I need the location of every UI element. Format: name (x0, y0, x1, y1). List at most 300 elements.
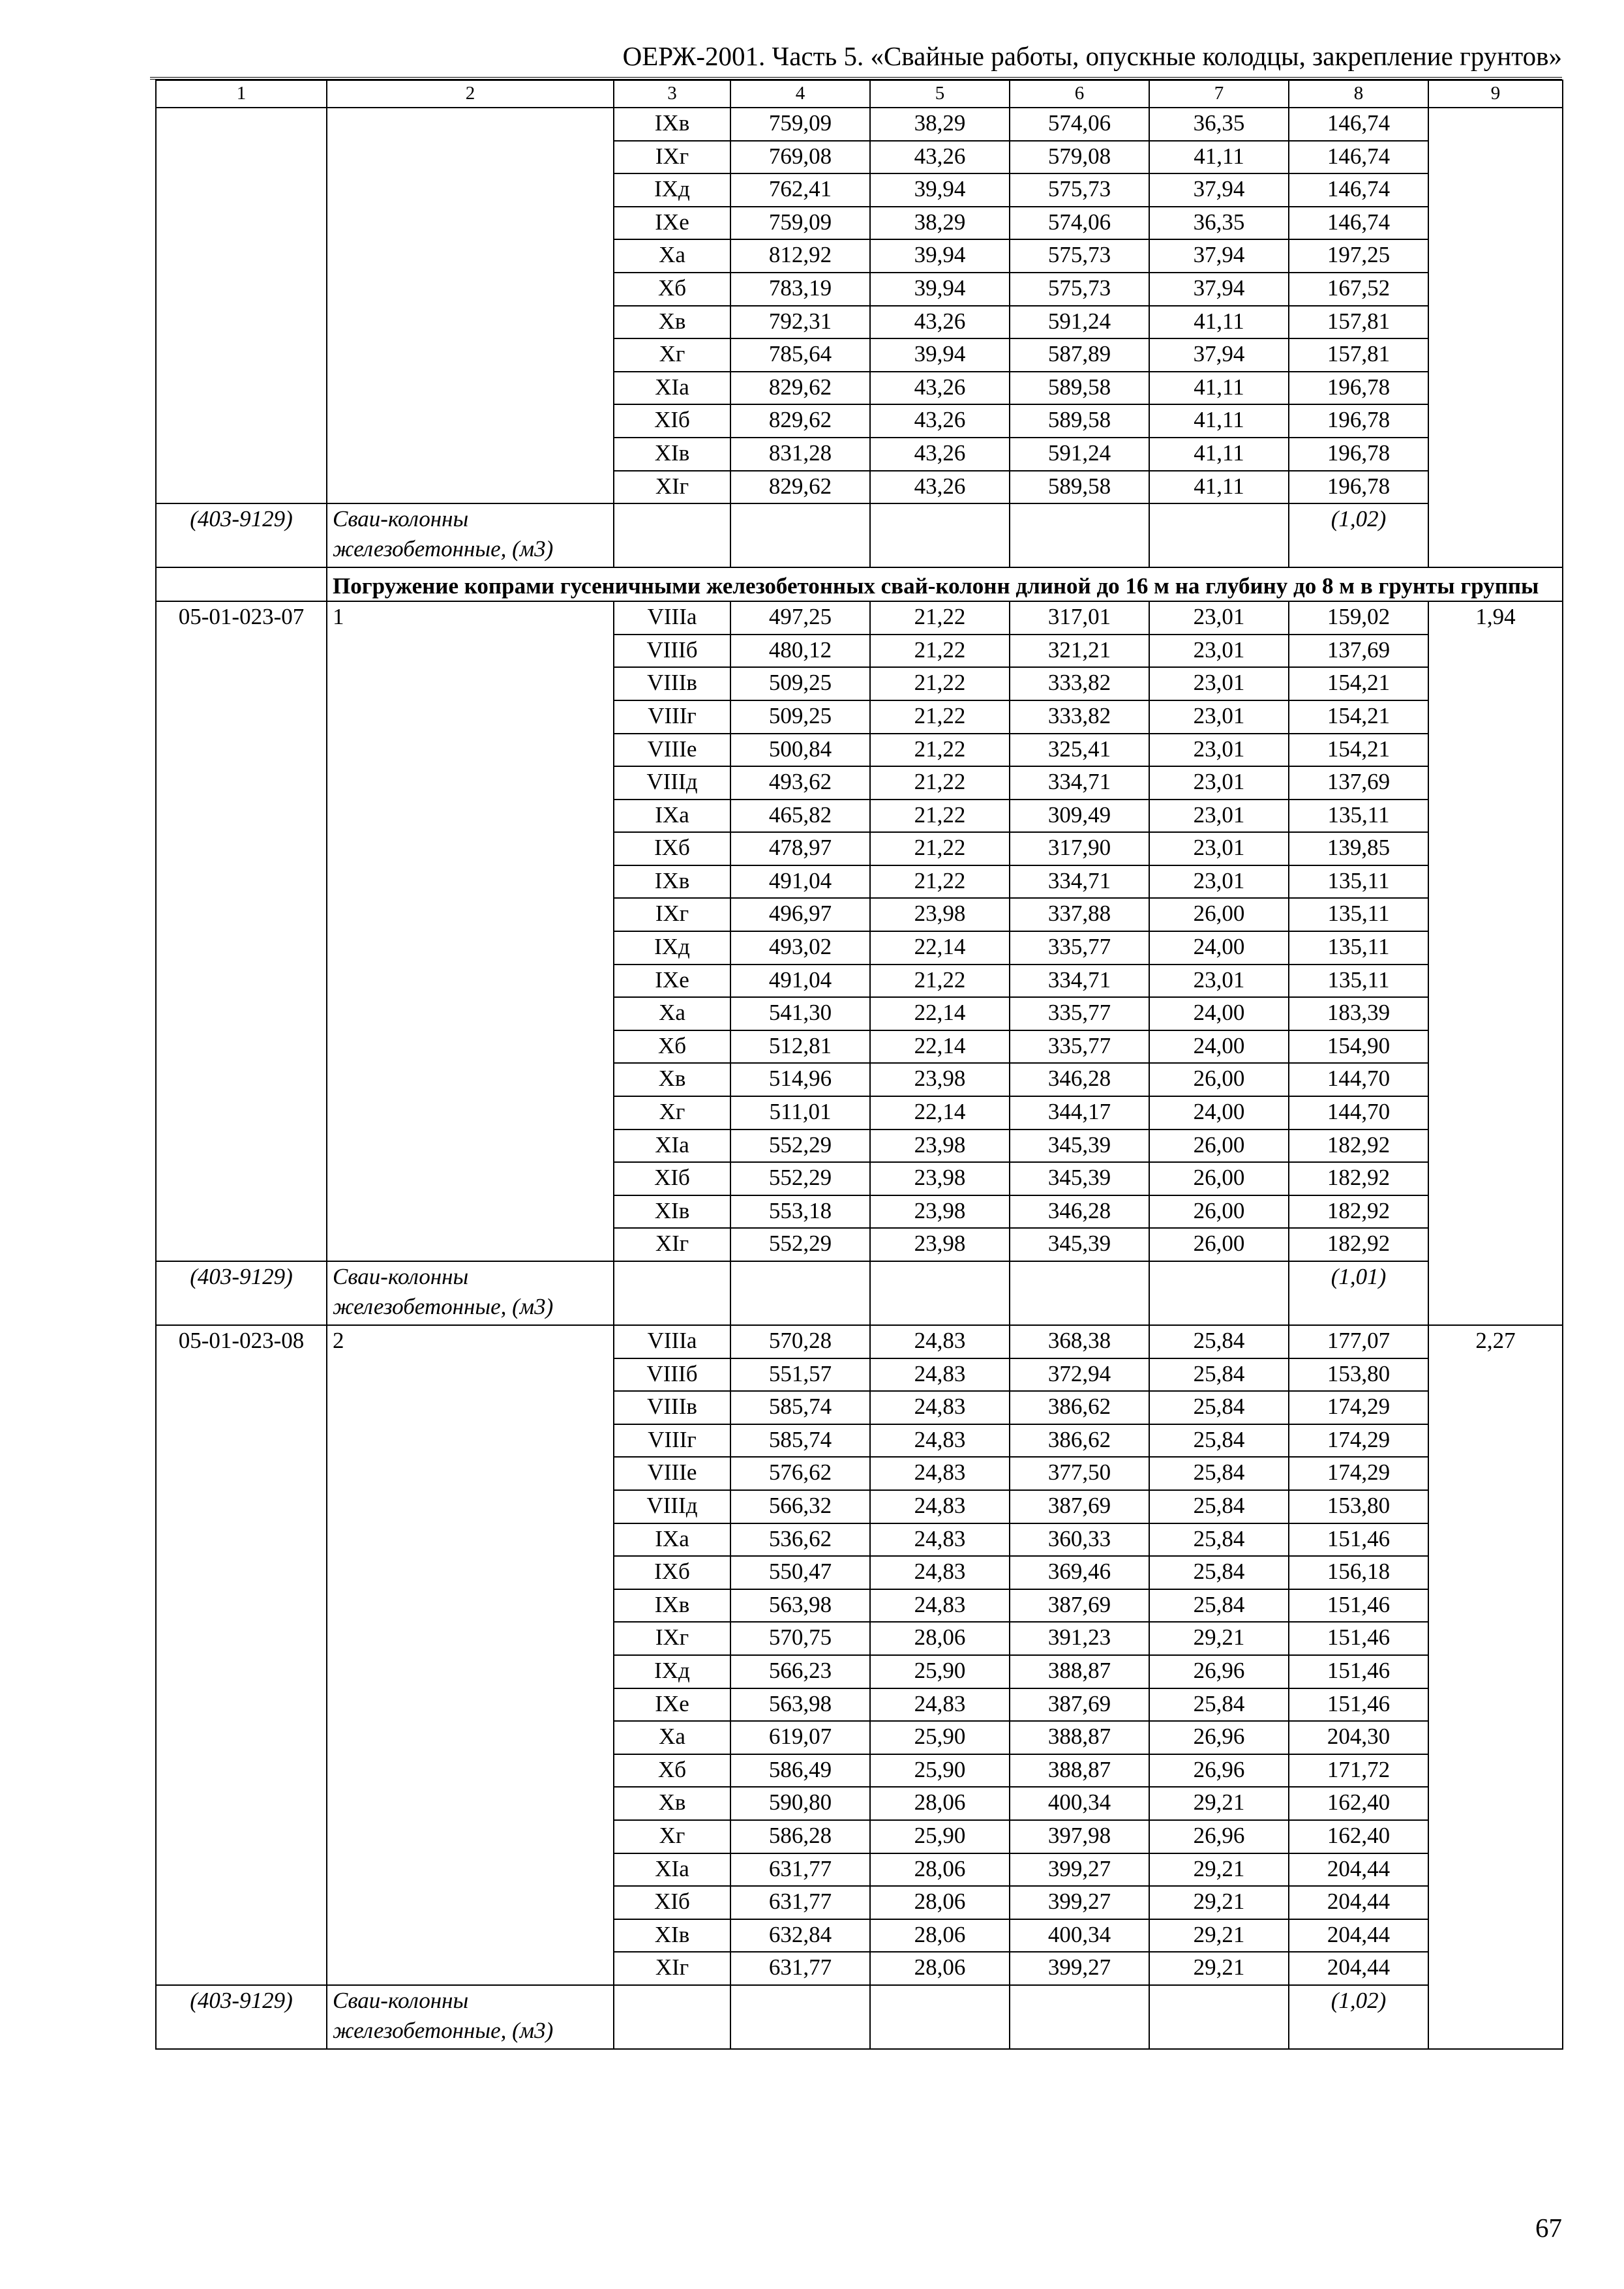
value-cell: 388,87 (1010, 1655, 1149, 1688)
value-cell: 29,21 (1149, 1952, 1289, 1985)
value-cell: 36,35 (1149, 207, 1289, 240)
value-cell: 360,33 (1010, 1523, 1149, 1557)
value-cell: 400,34 (1010, 1919, 1149, 1952)
value-cell: 41,11 (1149, 438, 1289, 471)
column-number-row (156, 80, 1563, 108)
value-cell: 552,29 (730, 1162, 870, 1195)
value-cell: 563,98 (730, 1589, 870, 1623)
resource-code: (403-9129) (156, 503, 327, 567)
value-cell: 631,77 (730, 1952, 870, 1985)
soil-category: Xб (614, 1754, 730, 1788)
value-cell: 24,83 (870, 1589, 1010, 1623)
value-cell: 25,84 (1149, 1688, 1289, 1722)
resource-row (156, 1985, 1563, 2049)
value-cell: 590,80 (730, 1787, 870, 1820)
value-cell: 137,69 (1289, 635, 1428, 668)
empty-cell (730, 1261, 870, 1325)
value-cell: 159,02 (1289, 601, 1428, 635)
value-cell: 345,39 (1010, 1130, 1149, 1163)
resource-quantity: (1,02) (1289, 503, 1428, 567)
empty-cell (1149, 1261, 1289, 1325)
soil-category: Xб (614, 273, 730, 306)
resource-row (156, 1261, 1563, 1325)
value-cell: 37,94 (1149, 173, 1289, 207)
value-cell: 23,01 (1149, 667, 1289, 700)
value-cell: 586,28 (730, 1820, 870, 1853)
value-cell: 388,87 (1010, 1721, 1149, 1754)
resource-name: Сваи-колонны железобетонные, (м3) (327, 503, 614, 567)
value-cell: 37,94 (1149, 338, 1289, 372)
value-cell: 391,23 (1010, 1622, 1149, 1655)
value-cell: 509,25 (730, 700, 870, 734)
value-cell: 182,92 (1289, 1130, 1428, 1163)
value-cell: 399,27 (1010, 1952, 1149, 1985)
value-cell: 552,29 (730, 1130, 870, 1163)
value-cell: 151,46 (1289, 1655, 1428, 1688)
value-cell: 500,84 (730, 734, 870, 767)
soil-category: VIIIб (614, 635, 730, 668)
value-cell: 39,94 (870, 173, 1010, 207)
value-cell: 769,08 (730, 141, 870, 174)
value-cell: 480,12 (730, 635, 870, 668)
value-cell: 41,11 (1149, 141, 1289, 174)
soil-category: IXв (614, 108, 730, 141)
soil-category: VIIIа (614, 1325, 730, 1358)
value-cell: 26,96 (1149, 1721, 1289, 1754)
table-row (156, 1325, 1563, 1358)
value-cell: 335,77 (1010, 997, 1149, 1030)
value-cell: 25,90 (870, 1655, 1010, 1688)
value-cell: 585,74 (730, 1391, 870, 1424)
value-cell: 25,84 (1149, 1556, 1289, 1589)
value-cell: 23,01 (1149, 832, 1289, 865)
value-cell: 23,01 (1149, 700, 1289, 734)
value-cell: 21,22 (870, 635, 1010, 668)
value-cell: 387,69 (1010, 1490, 1149, 1523)
value-cell: 783,19 (730, 273, 870, 306)
value-cell: 154,21 (1289, 734, 1428, 767)
value-cell: 632,84 (730, 1919, 870, 1952)
soil-category: VIIIе (614, 1457, 730, 1490)
value-cell: 574,06 (1010, 207, 1149, 240)
value-cell: 23,98 (870, 1063, 1010, 1096)
empty-cell (870, 1985, 1010, 2049)
value-cell: 325,41 (1010, 734, 1149, 767)
value-cell: 759,09 (730, 108, 870, 141)
value-cell: 39,94 (870, 273, 1010, 306)
value-cell: 587,89 (1010, 338, 1149, 372)
value-cell: 22,14 (870, 931, 1010, 965)
soil-category: Xв (614, 306, 730, 339)
soil-category: IXд (614, 1655, 730, 1688)
value-cell: 589,58 (1010, 471, 1149, 504)
soil-category: IXв (614, 1589, 730, 1623)
soil-category: Xв (614, 1787, 730, 1820)
value-cell: 37,94 (1149, 273, 1289, 306)
value-cell: 25,84 (1149, 1523, 1289, 1557)
value-cell: 24,83 (870, 1688, 1010, 1722)
value-cell: 146,74 (1289, 141, 1428, 174)
value-cell: 317,01 (1010, 601, 1149, 635)
value-cell: 137,69 (1289, 766, 1428, 800)
soil-category: XIа (614, 372, 730, 405)
value-cell: 24,83 (870, 1424, 1010, 1458)
value-cell: 28,06 (870, 1886, 1010, 1919)
value-cell: 174,29 (1289, 1424, 1428, 1458)
value-cell: 762,41 (730, 173, 870, 207)
soil-category: Xг (614, 1820, 730, 1853)
soil-category: IXд (614, 173, 730, 207)
value-cell: 24,83 (870, 1556, 1010, 1589)
value-cell: 23,01 (1149, 635, 1289, 668)
value-cell: 25,84 (1149, 1391, 1289, 1424)
value-cell: 182,92 (1289, 1162, 1428, 1195)
soil-category: XIв (614, 1195, 730, 1229)
value-cell: 22,14 (870, 997, 1010, 1030)
value-cell: 154,21 (1289, 700, 1428, 734)
value-cell: 25,84 (1149, 1358, 1289, 1392)
value-cell: 514,96 (730, 1063, 870, 1096)
column-number: 2 (327, 80, 614, 108)
soil-category: XIг (614, 1952, 730, 1985)
soil-category: Xа (614, 239, 730, 273)
value-cell: 575,73 (1010, 239, 1149, 273)
section-blank-cell (156, 567, 327, 601)
soil-category: Xа (614, 1721, 730, 1754)
value-cell: 43,26 (870, 471, 1010, 504)
rate-code: 05-01-023-08 (156, 1325, 327, 1985)
empty-cell (614, 503, 730, 567)
value-cell: 536,62 (730, 1523, 870, 1557)
value-cell: 21,22 (870, 800, 1010, 833)
value-cell: 509,25 (730, 667, 870, 700)
value-cell: 512,81 (730, 1030, 870, 1064)
value-cell: 335,77 (1010, 1030, 1149, 1064)
value-cell: 24,83 (870, 1391, 1010, 1424)
value-cell: 144,70 (1289, 1063, 1428, 1096)
value-cell: 21,22 (870, 734, 1010, 767)
value-cell: 309,49 (1010, 800, 1149, 833)
soil-category: VIIIв (614, 667, 730, 700)
value-cell: 26,00 (1149, 1063, 1289, 1096)
soil-category: XIв (614, 438, 730, 471)
running-header: ОЕРЖ-2001. Часть 5. «Свайные работы, опускные колодцы, закрепление грунтов» (150, 38, 1562, 80)
value-cell: 162,40 (1289, 1787, 1428, 1820)
value-cell: 551,57 (730, 1358, 870, 1392)
value-cell: 550,47 (730, 1556, 870, 1589)
value-cell: 204,44 (1289, 1853, 1428, 1887)
value-cell: 28,06 (870, 1919, 1010, 1952)
value-cell: 23,01 (1149, 766, 1289, 800)
value-cell: 21,22 (870, 865, 1010, 899)
value-cell: 25,84 (1149, 1490, 1289, 1523)
value-cell: 24,83 (870, 1358, 1010, 1392)
value-cell: 196,78 (1289, 438, 1428, 471)
value-cell: 144,70 (1289, 1096, 1428, 1130)
soil-category: IXг (614, 898, 730, 931)
value-cell: 24,00 (1149, 931, 1289, 965)
value-cell: 41,11 (1149, 471, 1289, 504)
soil-category: XIг (614, 1228, 730, 1261)
value-cell: 29,21 (1149, 1853, 1289, 1887)
value-cell: 135,11 (1289, 965, 1428, 998)
value-cell: 465,82 (730, 800, 870, 833)
value-cell: 177,07 (1289, 1325, 1428, 1358)
value-cell: 182,92 (1289, 1195, 1428, 1229)
value-cell: 28,06 (870, 1952, 1010, 1985)
value-cell: 586,49 (730, 1754, 870, 1788)
resource-quantity: (1,01) (1289, 1261, 1428, 1325)
value-cell: 151,46 (1289, 1688, 1428, 1722)
value-cell: 39,94 (870, 338, 1010, 372)
value-cell: 493,02 (730, 931, 870, 965)
soil-group (327, 108, 614, 503)
value-cell: 167,52 (1289, 273, 1428, 306)
value-cell: 386,62 (1010, 1391, 1149, 1424)
value-cell: 146,74 (1289, 173, 1428, 207)
value-cell: 197,25 (1289, 239, 1428, 273)
value-cell: 174,29 (1289, 1457, 1428, 1490)
value-cell: 23,01 (1149, 601, 1289, 635)
value-cell: 344,17 (1010, 1096, 1149, 1130)
value-cell: 372,94 (1010, 1358, 1149, 1392)
value-cell: 566,23 (730, 1655, 870, 1688)
coefficient-cell: 2,27 (1428, 1325, 1563, 2049)
value-cell: 174,29 (1289, 1391, 1428, 1424)
value-cell: 792,31 (730, 306, 870, 339)
value-cell: 43,26 (870, 372, 1010, 405)
resource-code: (403-9129) (156, 1985, 327, 2049)
value-cell: 28,06 (870, 1787, 1010, 1820)
soil-category: VIIIг (614, 700, 730, 734)
value-cell: 196,78 (1289, 471, 1428, 504)
value-cell: 135,11 (1289, 800, 1428, 833)
value-cell: 23,98 (870, 1162, 1010, 1195)
soil-category: IXд (614, 931, 730, 965)
value-cell: 29,21 (1149, 1622, 1289, 1655)
value-cell: 369,46 (1010, 1556, 1149, 1589)
value-cell: 135,11 (1289, 898, 1428, 931)
soil-group: 1 (327, 601, 614, 1261)
value-cell: 346,28 (1010, 1195, 1149, 1229)
value-cell: 196,78 (1289, 404, 1428, 438)
value-cell: 829,62 (730, 404, 870, 438)
soil-category: XIг (614, 471, 730, 504)
soil-category: VIIIг (614, 1424, 730, 1458)
value-cell: 21,22 (870, 700, 1010, 734)
empty-cell (1149, 1985, 1289, 2049)
value-cell: 21,22 (870, 965, 1010, 998)
soil-category: VIIIд (614, 766, 730, 800)
value-cell: 204,30 (1289, 1721, 1428, 1754)
rates-table (155, 80, 1563, 2050)
value-cell: 585,74 (730, 1424, 870, 1458)
value-cell: 335,77 (1010, 931, 1149, 965)
value-cell: 26,00 (1149, 1228, 1289, 1261)
resource-name: Сваи-колонны железобетонные, (м3) (327, 1261, 614, 1325)
value-cell: 171,72 (1289, 1754, 1428, 1788)
value-cell: 162,40 (1289, 1820, 1428, 1853)
empty-cell (870, 1261, 1010, 1325)
value-cell: 43,26 (870, 438, 1010, 471)
value-cell: 24,83 (870, 1325, 1010, 1358)
soil-category: IXе (614, 1688, 730, 1722)
value-cell: 785,64 (730, 338, 870, 372)
soil-category: IXб (614, 1556, 730, 1589)
soil-category: XIа (614, 1853, 730, 1887)
soil-category: Xг (614, 1096, 730, 1130)
value-cell: 563,98 (730, 1688, 870, 1722)
empty-cell (730, 503, 870, 567)
value-cell: 541,30 (730, 997, 870, 1030)
value-cell: 22,14 (870, 1030, 1010, 1064)
soil-category: VIIIб (614, 1358, 730, 1392)
value-cell: 23,98 (870, 1195, 1010, 1229)
value-cell: 631,77 (730, 1853, 870, 1887)
value-cell: 23,01 (1149, 965, 1289, 998)
value-cell: 345,39 (1010, 1228, 1149, 1261)
value-cell: 29,21 (1149, 1886, 1289, 1919)
value-cell: 146,74 (1289, 108, 1428, 141)
column-number: 7 (1149, 80, 1289, 108)
value-cell: 575,73 (1010, 173, 1149, 207)
soil-category: IXе (614, 207, 730, 240)
value-cell: 337,88 (1010, 898, 1149, 931)
value-cell: 204,44 (1289, 1952, 1428, 1985)
value-cell: 21,22 (870, 601, 1010, 635)
value-cell: 23,98 (870, 898, 1010, 931)
resource-row (156, 503, 1563, 567)
value-cell: 24,83 (870, 1490, 1010, 1523)
value-cell: 182,92 (1289, 1228, 1428, 1261)
value-cell: 591,24 (1010, 306, 1149, 339)
value-cell: 24,83 (870, 1457, 1010, 1490)
value-cell: 23,01 (1149, 865, 1289, 899)
value-cell: 570,75 (730, 1622, 870, 1655)
value-cell: 38,29 (870, 108, 1010, 141)
value-cell: 591,24 (1010, 438, 1149, 471)
value-cell: 399,27 (1010, 1886, 1149, 1919)
value-cell: 204,44 (1289, 1886, 1428, 1919)
value-cell: 831,28 (730, 438, 870, 471)
rate-code: 05-01-023-07 (156, 601, 327, 1261)
value-cell: 552,29 (730, 1228, 870, 1261)
empty-cell (1010, 503, 1149, 567)
value-cell: 334,71 (1010, 965, 1149, 998)
soil-category: IXе (614, 965, 730, 998)
value-cell: 36,35 (1149, 108, 1289, 141)
value-cell: 25,90 (870, 1721, 1010, 1754)
soil-group: 2 (327, 1325, 614, 1985)
value-cell: 21,22 (870, 667, 1010, 700)
value-cell: 397,98 (1010, 1820, 1149, 1853)
soil-category: IXа (614, 1523, 730, 1557)
value-cell: 317,90 (1010, 832, 1149, 865)
column-number: 4 (730, 80, 870, 108)
column-number: 9 (1428, 80, 1563, 108)
value-cell: 157,81 (1289, 306, 1428, 339)
value-cell: 39,94 (870, 239, 1010, 273)
soil-category: IXг (614, 1622, 730, 1655)
soil-category: XIб (614, 404, 730, 438)
value-cell: 400,34 (1010, 1787, 1149, 1820)
value-cell: 829,62 (730, 471, 870, 504)
value-cell: 399,27 (1010, 1853, 1149, 1887)
value-cell: 23,98 (870, 1130, 1010, 1163)
soil-category: XIб (614, 1162, 730, 1195)
value-cell: 24,00 (1149, 997, 1289, 1030)
resource-quantity: (1,02) (1289, 1985, 1428, 2049)
empty-cell (1010, 1261, 1149, 1325)
value-cell: 26,96 (1149, 1655, 1289, 1688)
value-cell: 157,81 (1289, 338, 1428, 372)
resource-name: Сваи-колонны железобетонные, (м3) (327, 1985, 614, 2049)
coefficient-cell: 1,94 (1428, 601, 1563, 1325)
value-cell: 25,90 (870, 1754, 1010, 1788)
soil-category: Xа (614, 997, 730, 1030)
soil-category: IXг (614, 141, 730, 174)
value-cell: 346,28 (1010, 1063, 1149, 1096)
section-title: Погружение копрами гусеничными железобетонных свай-колонн длиной до 16 м на глубину до 8 м в грунты группы (327, 567, 1563, 601)
value-cell: 183,39 (1289, 997, 1428, 1030)
value-cell: 553,18 (730, 1195, 870, 1229)
soil-category: XIв (614, 1919, 730, 1952)
value-cell: 24,00 (1149, 1030, 1289, 1064)
value-cell: 29,21 (1149, 1787, 1289, 1820)
value-cell: 153,80 (1289, 1490, 1428, 1523)
value-cell: 333,82 (1010, 700, 1149, 734)
empty-cell (1149, 503, 1289, 567)
resource-code: (403-9129) (156, 1261, 327, 1325)
value-cell: 321,21 (1010, 635, 1149, 668)
value-cell: 139,85 (1289, 832, 1428, 865)
soil-category: VIIIе (614, 734, 730, 767)
value-cell: 812,92 (730, 239, 870, 273)
coefficient-cell (1428, 108, 1563, 567)
value-cell: 21,22 (870, 766, 1010, 800)
value-cell: 135,11 (1289, 865, 1428, 899)
empty-cell (870, 503, 1010, 567)
soil-category: VIIIа (614, 601, 730, 635)
value-cell: 386,62 (1010, 1424, 1149, 1458)
soil-category: IXа (614, 800, 730, 833)
column-number: 3 (614, 80, 730, 108)
value-cell: 334,71 (1010, 766, 1149, 800)
value-cell: 575,73 (1010, 273, 1149, 306)
value-cell: 631,77 (730, 1886, 870, 1919)
soil-category: XIа (614, 1130, 730, 1163)
soil-category: XIб (614, 1886, 730, 1919)
column-number: 8 (1289, 80, 1428, 108)
value-cell: 491,04 (730, 865, 870, 899)
value-cell: 26,96 (1149, 1820, 1289, 1853)
value-cell: 38,29 (870, 207, 1010, 240)
value-cell: 589,58 (1010, 404, 1149, 438)
value-cell: 204,44 (1289, 1919, 1428, 1952)
value-cell: 41,11 (1149, 404, 1289, 438)
value-cell: 491,04 (730, 965, 870, 998)
value-cell: 26,00 (1149, 1162, 1289, 1195)
value-cell: 511,01 (730, 1096, 870, 1130)
soil-category: IXб (614, 832, 730, 865)
value-cell: 154,90 (1289, 1030, 1428, 1064)
section-title-row (156, 567, 1563, 601)
value-cell: 21,22 (870, 832, 1010, 865)
value-cell: 589,58 (1010, 372, 1149, 405)
value-cell: 759,09 (730, 207, 870, 240)
value-cell: 566,32 (730, 1490, 870, 1523)
value-cell: 135,11 (1289, 931, 1428, 965)
